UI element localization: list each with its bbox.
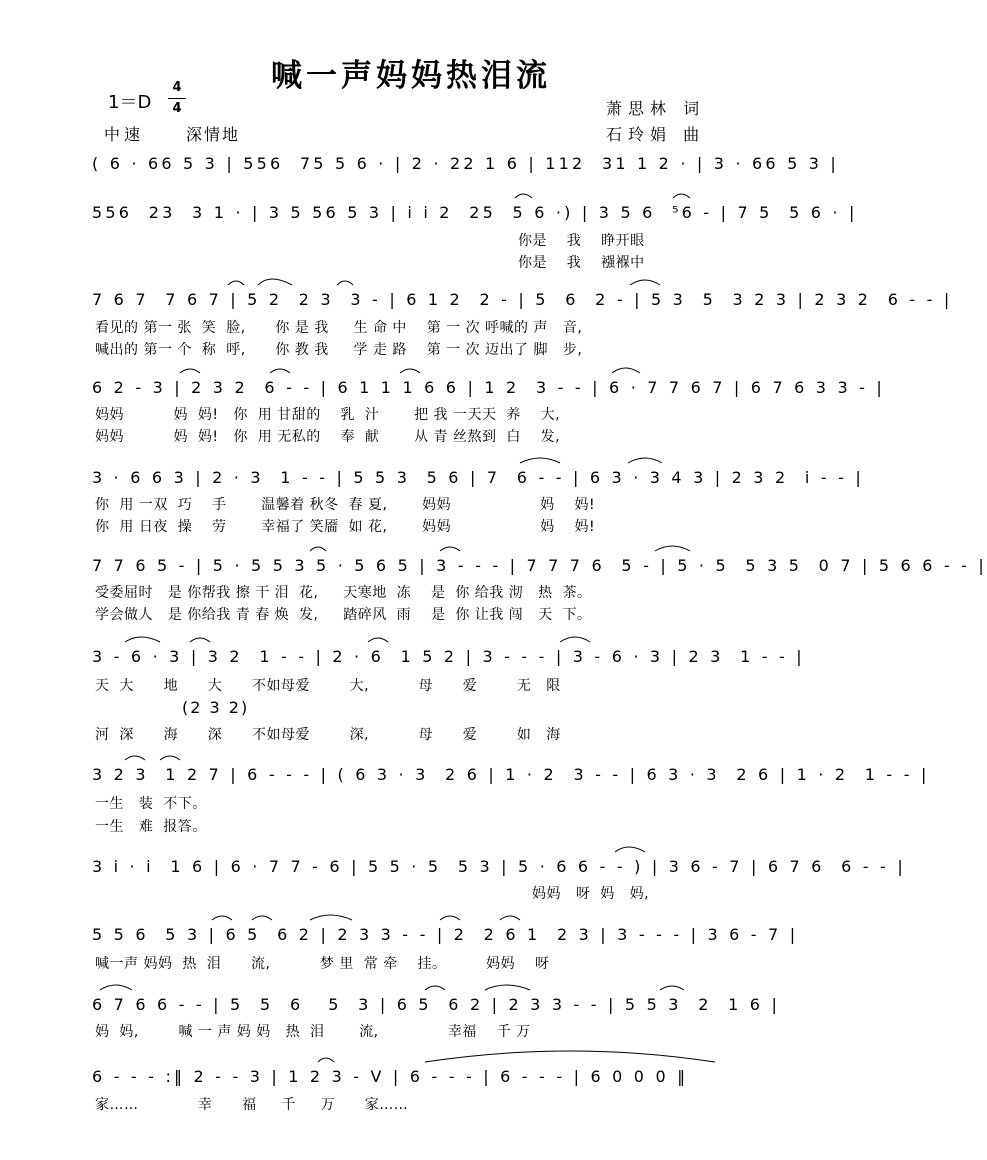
slur [440, 547, 460, 551]
lyrics-row-7-verse-2: 河 深 海 深 不如母爱 深, 母 爱 如 海 [95, 727, 561, 743]
slur [655, 546, 690, 551]
slur [228, 281, 244, 285]
key-signature: 1＝D [108, 92, 152, 113]
lyrics-row-2-verse-2: 你是 我 襁褓中 [518, 255, 645, 271]
lyricist-credit: 萧思林 词 [606, 99, 706, 118]
slur [660, 986, 684, 990]
lyrics-row-7-verse-1: 天 大 地 大 不如母爱 大, 母 爱 无 限 [95, 678, 561, 694]
notation-row-2: 556 23 3 1 · | 3 5 56 5 3 | i i 2 25 5 6 ·) | 3 5 6 ⁵6 - | 7 5 5 6 · | [92, 203, 858, 222]
lyrics-row-5-verse-1: 你 用 一双 巧 手 温馨着 秋冬 春 夏, 妈妈 妈 妈! [95, 497, 596, 513]
lyrics-row-4-verse-1: 妈妈 妈 妈! 你 用 甘甜的 乳 汁 把 我 一天天 养 大, [95, 407, 561, 423]
notation-row-11: 6 7 6 6 - - | 5 5 6 5 3 | 6 5 6 2 | 2 3 3 - - | 5 5 3 2 1 6 | [92, 995, 781, 1014]
lyrics-row-2-verse-1: 你是 我 睁开眼 [518, 233, 645, 249]
lyrics-row-9: 妈妈 呀 妈 妈, [532, 886, 650, 902]
slur [100, 985, 132, 990]
time-signature [166, 78, 188, 119]
slur [628, 458, 662, 463]
slur [485, 985, 530, 990]
slur [560, 637, 590, 642]
slur [368, 638, 388, 642]
notation-row-12: 6 - - - :‖ 2 - - 3 | 1 2 3 - V | 6 - - - | 6 - - - | 6 0 0 0 ‖ [92, 1067, 689, 1086]
notation-row-7: 3 - 6 · 3 | 3 2 1 - - | 2 · 6 1 5 2 | 3 - - - | 3 - 6 · 3 | 2 3 1 - - | [92, 647, 805, 666]
slur [180, 369, 200, 373]
time-signature-line [168, 98, 186, 99]
variant-notes: (2 3 2) [182, 698, 250, 717]
notation-row-4: 6 2 - 3 | 2 3 2 6 - - | 6 1 1 1 6 6 | 1 2 3 - - | 6 · 7 7 6 7 | 6 7 6 3 3 - | [92, 378, 885, 397]
time-signature-bottom: 4 [172, 101, 182, 116]
slur [673, 194, 690, 198]
tempo-marking: 中速 [104, 125, 145, 144]
notation-row-3: 7 6 7 7 6 7 | 5 2 2 3 3 - | 6 1 2 2 - | 5 6 2 - | 5 3 5 3 2 3 | 2 3 2 6 - - | [92, 290, 953, 309]
slur [425, 1051, 715, 1062]
slur [125, 756, 145, 760]
lyrics-row-12: 家…… 幸 福 千 万 家…… [95, 1097, 409, 1113]
notation-row-9: 3 i · i 1 6 | 6 · 7 7 - 6 | 5 5 · 5 5 3 | 5 · 6 6 - - ) | 3 6 - 7 | 6 7 6 6 - - | [92, 857, 906, 876]
slur [270, 369, 290, 373]
slur [425, 986, 445, 990]
slur [212, 916, 232, 920]
notation-row-6: 7 7 6 5 - | 5 · 5 5 3 5 · 5 6 5 | 3 - - - | 7 7 7 6 5 - | 5 · 5 5 3 5 0 7 | 5 6 6 - - | [92, 556, 987, 575]
slur [520, 458, 560, 463]
slur [630, 280, 660, 285]
lyrics-row-5-verse-2: 你 用 日夜 操 劳 幸福了 笑靥 如 花, 妈妈 妈 妈! [95, 519, 596, 535]
slur [612, 368, 640, 373]
composer-credit: 石玲娟 曲 [606, 125, 706, 144]
lyrics-row-10: 喊一声 妈妈 热 泪 流, 梦 里 常 牵 挂。 妈妈 呀 [95, 956, 550, 972]
slur [252, 916, 272, 920]
slur [440, 916, 460, 920]
lyrics-row-6-verse-1: 受委屈时 是 你帮我 擦 干 泪 花, 天寒地 冻 是 你 给我 沏 热 茶。 [95, 585, 592, 601]
lyrics-row-3-verse-2: 喊出的 第一 个 称 呼, 你 教 我 学 走 路 第 一 次 迈出了 脚 步, [95, 342, 583, 358]
time-signature-top: 4 [172, 80, 182, 95]
lyrics-row-6-verse-2: 学会做人 是 你给我 青 春 焕 发, 踏碎风 雨 是 你 让我 闯 天 下。 [95, 607, 592, 623]
lyrics-row-8-verse-1: 一生 装 不下。 [95, 796, 207, 812]
slur [125, 637, 160, 642]
notation-row-10: 5 5 6 5 3 | 6 5 6 2 | 2 3 3 - - | 2 2 6 1 2 3 | 3 - - - | 3 6 - 7 | [92, 925, 799, 944]
lyrics-row-3-verse-1: 看见的 第一 张 笑 脸, 你 是 我 生 命 中 第 一 次 呼喊的 声 音, [95, 320, 583, 336]
notation-row-5: 3 · 6 6 3 | 2 · 3 1 - - | 5 5 3 5 6 | 7 6 - - | 6 3 · 3 4 3 | 2 3 2 i - - | [92, 468, 864, 487]
song-title: 喊一声妈妈热泪流 [271, 58, 551, 94]
slur [258, 279, 292, 285]
slur [310, 915, 352, 920]
lyrics-row-11: 妈 妈, 喊 一 声 妈 妈 热 泪 流, 幸福 千 万 [95, 1024, 531, 1040]
slur [615, 847, 645, 852]
slur [310, 547, 326, 551]
expression-marking: 深情地 [186, 125, 241, 144]
slur [400, 369, 420, 373]
slur [500, 916, 520, 920]
notation-row-1: ( 6 · 66 5 3 | 556 75 5 6 · | 2 · 22 1 6 | 112 31 1 2 · | 3 · 66 5 3 | [92, 154, 839, 173]
slur [160, 756, 180, 760]
slur [190, 638, 210, 642]
lyrics-row-4-verse-2: 妈妈 妈 妈! 你 用 无私的 奉 献 从 青 丝熬到 白 发, [95, 429, 561, 445]
notation-row-8: 3 2 3 1 2 7 | 6 - - - | ( 6 3 · 3 2 6 | 1 · 2 3 - - | 6 3 · 3 2 6 | 1 · 2 1 - - | [92, 765, 930, 784]
slur [318, 1058, 334, 1062]
slur [515, 194, 532, 198]
slur [337, 281, 353, 285]
lyrics-row-8-verse-2: 一生 难 报答。 [95, 819, 207, 835]
